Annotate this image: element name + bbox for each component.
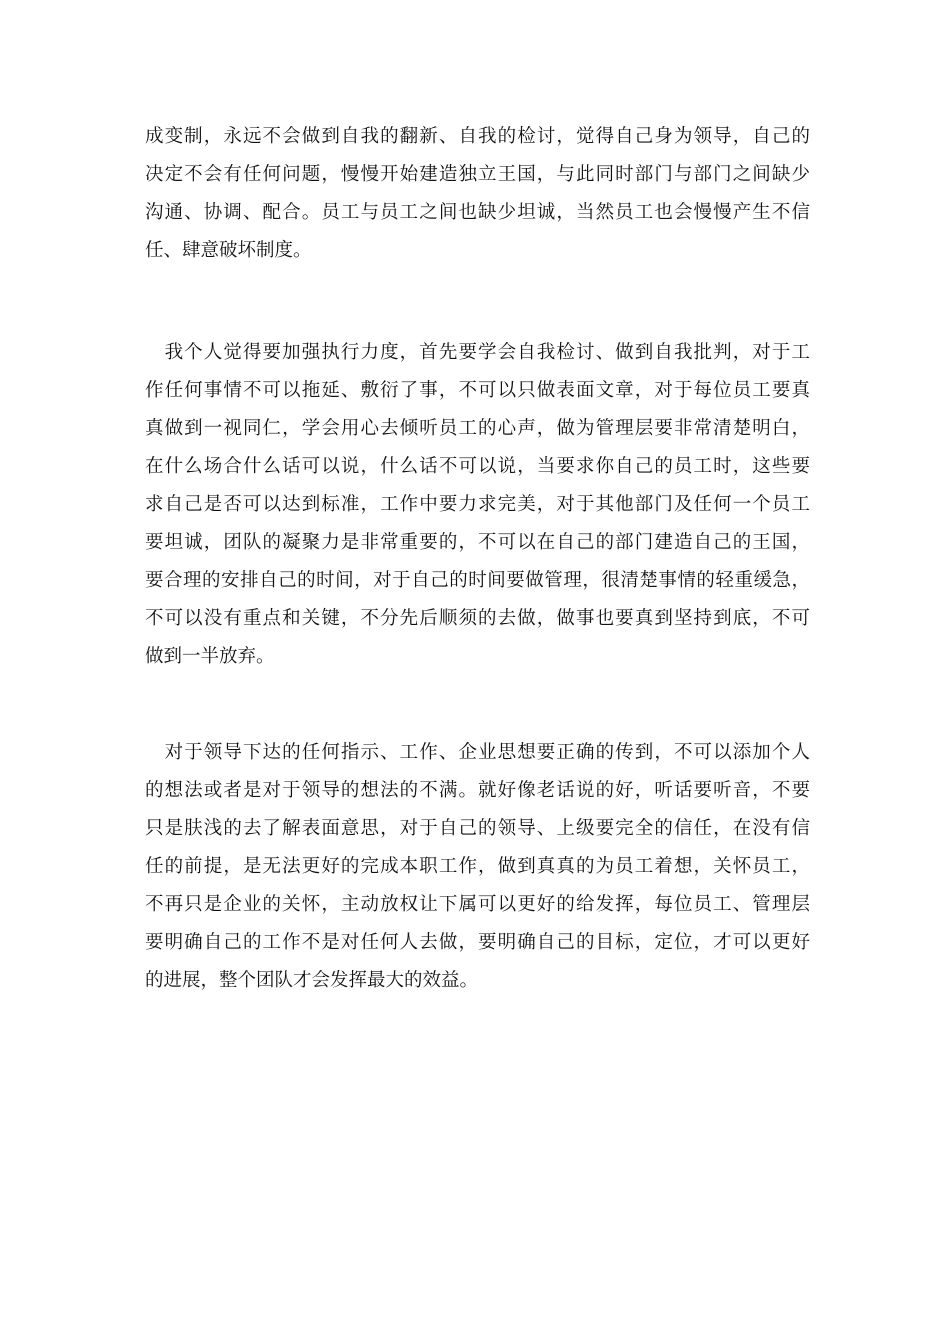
paragraph-line: 决定不会有任何问题，慢慢开始建造独立王国，与此同时部门与部门之间缺少 (145, 164, 810, 185)
paragraph-line: 做到一半放弃。 (145, 646, 275, 667)
paragraph-line: 任、肆意破坏制度。 (145, 240, 312, 261)
paragraph-line: 要合理的安排自己的时间，对于自己的时间要做管理，很清楚事情的轻重缓急， (145, 570, 810, 591)
paragraph-line: 在什么场合什么话可以说，什么话不可以说，当要求你自己的员工时，这些要 (145, 456, 810, 477)
paragraph-line: 任的前提，是无法更好的完成本职工作，做到真真的为员工着想，关怀员工， (145, 856, 810, 877)
paragraph-line: 要坦诚，团队的凝聚力是非常重要的，不可以在自己的部门建造自己的王国， (145, 532, 810, 553)
paragraph-line: 我个人觉得要加强执行力度，首先要学会自我检讨、做到自我批判，对于工 (145, 342, 810, 363)
paragraph-line: 的想法或者是对于领导的想法的不满。就好像老话说的好，听话要听音，不要 (145, 780, 810, 801)
paragraph-2 (145, 334, 810, 676)
paragraph-line: 的进展，整个团队才会发挥最大的效益。 (145, 970, 479, 991)
paragraph-line: 不可以没有重点和关键，不分先后顺须的去做，做事也要真到坚持到底，不可 (145, 608, 810, 629)
paragraph-line: 只是肤浅的去了解表面意思，对于自己的领导、上级要完全的信任，在没有信 (145, 818, 810, 839)
paragraph-line: 作任何事情不可以拖延、敷衍了事，不可以只做表面文章，对于每位员工要真 (145, 380, 810, 401)
paragraph-line: 要明确自己的工作不是对任何人去做，要明确自己的目标，定位，才可以更好 (145, 932, 810, 953)
paragraph-3 (145, 734, 810, 1000)
paragraph-line: 真做到一视同仁，学会用心去倾听员工的心声，做为管理层要非常清楚明白， (145, 418, 810, 439)
paragraph-line: 不再只是企业的关怀，主动放权让下属可以更好的给发挥，每位员工、管理层 (145, 894, 810, 915)
paragraph-line: 沟通、协调、配合。员工与员工之间也缺少坦诚，当然员工也会慢慢产生不信 (145, 202, 810, 223)
paragraph-line: 成变制，永远不会做到自我的翻新、自我的检讨，觉得自己身为领导，自己的 (145, 126, 810, 147)
paragraph-line: 求自己是否可以达到标准，工作中要力求完美，对于其他部门及任何一个员工 (145, 494, 810, 515)
paragraph-1 (145, 118, 810, 270)
paragraph-line: 对于领导下达的任何指示、工作、企业思想要正确的传到，不可以添加个人 (145, 742, 810, 763)
